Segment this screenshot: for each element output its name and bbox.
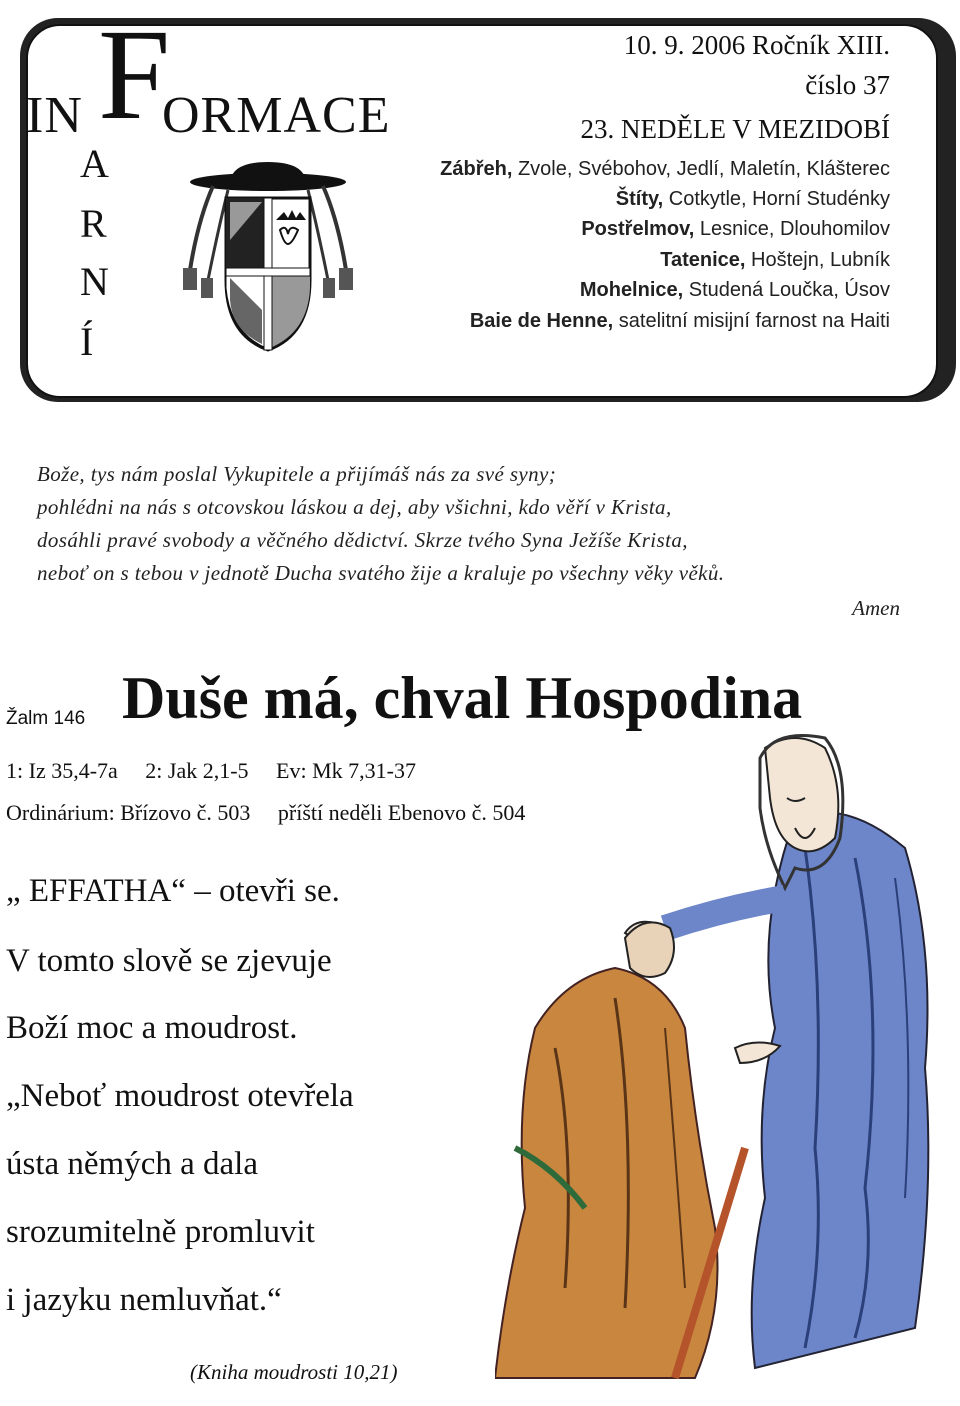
- masthead-vertical-n: N: [80, 259, 109, 304]
- sunday-title: 23. NEDĚLE V MEZIDOBÍ: [580, 114, 890, 144]
- masthead-ormace: ORMACE: [162, 87, 391, 144]
- psalm-label: Žalm 146: [6, 708, 86, 729]
- prayer-line: dosáhli pravé svobody a věčného dědictví. Skrze tvého Syna Ježíše Krista,: [37, 528, 688, 552]
- readings-line: 1: Iz 35,4-7a 2: Jak 2,1-5 Ev: Mk 7,31-37: [6, 758, 416, 783]
- masthead: [26, 3, 391, 147]
- prayer-line: pohlédni na nás s otcovskou láskou a dej, aby všichni, kdo věří v Krista,: [37, 495, 672, 519]
- ordinary-line: Ordinárium: Břízovo č. 503 příští neděli Ebenovo č. 504: [6, 800, 526, 825]
- issue-date: 10. 9. 2006 Ročník XIII.: [623, 30, 890, 60]
- psalm-title: Duše má, chval Hospodina: [122, 665, 803, 731]
- effatha-heading: „ EFFATHA“ – otevři se.: [6, 873, 340, 909]
- parish-line: Zábřeh, Zvole, Svébohov, Jedlí, Maletín, Klášterec: [440, 158, 890, 180]
- parish-line: Postřelmov, Lesnice, Dlouhomilov: [581, 218, 890, 240]
- healing-illustration: [495, 728, 955, 1393]
- masthead-vertical-r: R: [80, 201, 107, 246]
- masthead-in: IN: [26, 87, 83, 144]
- issue-number: číslo 37: [805, 70, 890, 100]
- body-line: i jazyku nemluvňat.“: [6, 1282, 282, 1318]
- body-line: srozumitelně promluvit: [6, 1214, 315, 1250]
- prayer-amen: Amen: [852, 596, 900, 620]
- body-line: V tomto slově se zjevuje: [6, 943, 332, 979]
- collect-prayer: [37, 458, 907, 590]
- prayer-line: Bože, tys nám poslal Vykupitele a přijímáš nás za své syny;: [37, 462, 557, 486]
- citation: (Kniha moudrosti 10,21): [190, 1360, 398, 1384]
- body-line: ústa němých a dala: [6, 1146, 258, 1182]
- parish-line: Baie de Henne, satelitní misijní farnost na Haiti: [469, 310, 890, 332]
- body-line: „Neboť moudrost otevřela: [6, 1078, 354, 1114]
- masthead-vertical-a: A: [80, 141, 109, 186]
- prayer-line: neboť on s tebou v jednotě Ducha svatého žije a kraluje po všechny věky věků.: [37, 561, 725, 585]
- masthead-big-f: F: [98, 3, 171, 147]
- coat-of-arms-icon: [168, 160, 368, 360]
- parish-line: Tatenice, Hoštejn, Lubník: [660, 249, 890, 271]
- parish-line: Mohelnice, Studená Loučka, Úsov: [579, 279, 890, 301]
- body-line: Boží moc a moudrost.: [6, 1010, 298, 1046]
- masthead-vertical-i: Í: [80, 319, 94, 364]
- parish-line: Štíty, Cotkytle, Horní Studénky: [615, 188, 890, 210]
